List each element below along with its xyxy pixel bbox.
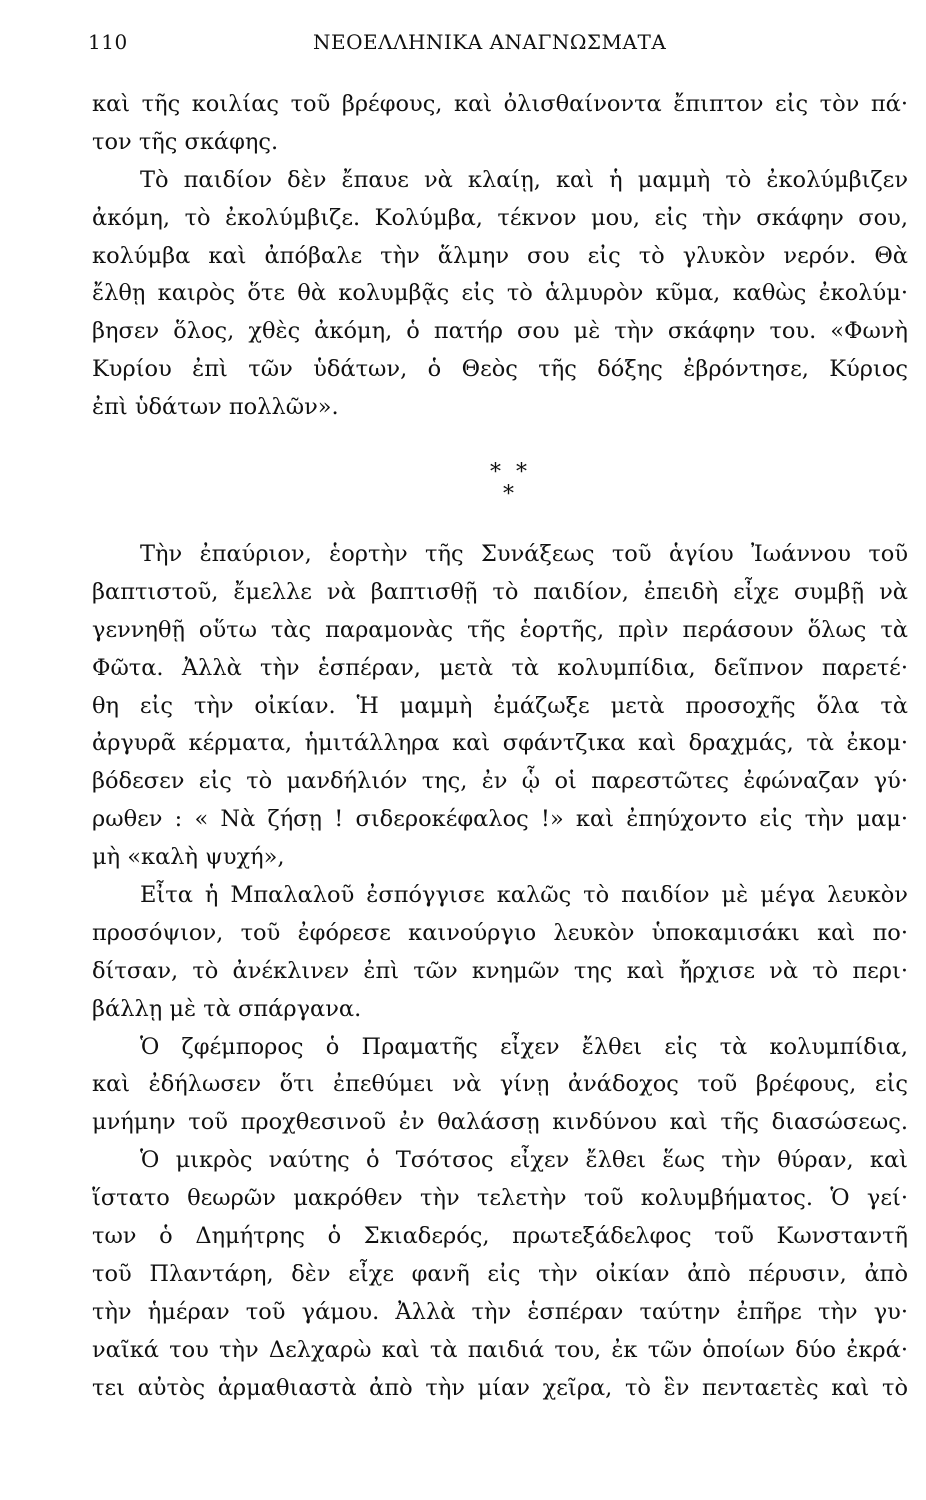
text-line: ἔλθῃ καιρὸς ὅτε θὰ κολυμβᾷς εἰς τὸ ἁλμυρὸν κῦμα, καθὼς ἐκολύμ· <box>92 280 908 307</box>
text-block-first <box>92 86 908 427</box>
text-line: γεννηθῇ οὕτω τὰς παραμονὰς τῆς ἑορτῆς, πρὶν περάσουν ὅλως τὰ <box>92 616 908 643</box>
text-line: ναῖκά του τὴν Δελχαρὼ καὶ τὰ παιδιά του, ἐκ τῶν ὁποίων δύο ἐκρά· <box>92 1336 908 1363</box>
text-block-second <box>92 536 908 1407</box>
text-line: καὶ τῆς κοιλίας τοῦ βρέφους, καὶ ὀλισθαίνοντα ἔπιπτον εἰς τὸν πά· <box>92 91 908 117</box>
text-line: μνήμην τοῦ προχθεσινοῦ ἐν θαλάσσῃ κινδύνου καὶ τῆς διασώσεως. <box>92 1109 908 1136</box>
text-line: δίτσαν, τὸ ἀνέκλινεν ἐπὶ τῶν κνημῶν της καὶ ἤρχισε νὰ τὸ περι· <box>92 957 908 984</box>
asterisk: * <box>503 482 514 507</box>
text-line: ἀκόμη, τὸ ἐκολύμβιζε. Κολύμβα, τέκνον μου, εἰς τὴν σκάφην σου, <box>92 204 908 231</box>
text-line: τὴν ἡμέραν τοῦ γάμου. Ἀλλὰ τὴν ἑσπέραν ταύτην ἐπῆρε τὴν γυ· <box>92 1298 908 1325</box>
section-break-asterism <box>480 462 540 512</box>
text-line: Τὴν ἐπαύριον, ἑορτὴν τῆς Συνάξεως τοῦ ἁγίου Ἰωάννου τοῦ <box>140 541 908 567</box>
running-head <box>88 30 904 60</box>
text-line: ἐπὶ ὑδάτων πολλῶν». <box>92 394 339 421</box>
text-line: βάλλῃ μὲ τὰ σπάργανα. <box>92 995 362 1022</box>
text-line: Κυρίου ἐπὶ τῶν ὑδάτων, ὁ Θεὸς τῆς δόξης ἐβρόντησε, Κύριος <box>92 356 908 383</box>
text-line: ἵστατο θεωρῶν μακρόθεν τὴν τελετὴν τοῦ κολυμβήματος. Ὁ γεί· <box>92 1185 908 1212</box>
text-line: βόδεσεν εἰς τὸ μανδήλιόν της, ἐν ᾧ οἱ παρεστῶτες ἐφώναζαν γύ· <box>92 768 908 795</box>
text-line: τον τῆς σκάφης. <box>92 128 279 155</box>
running-title: ΝΕΟΕΛΛΗΝΙΚΑ ΑΝΑΓΝΩΣΜΑΤΑ <box>313 30 667 54</box>
text-line: Ὁ μικρὸς ναύτης ὁ Τσότσος εἶχεν ἔλθει ἕως τὴν θύραν, καὶ <box>140 1147 908 1174</box>
text-line: των ὁ Δημήτρης ὁ Σκιαδερός, πρωτεξάδελφος τοῦ Κωνσταντῆ <box>92 1223 908 1250</box>
text-line: τει αὐτὸς ἀρμαθιαστὰ ἀπὸ τὴν μίαν χεῖρα, τὸ ἓν πενταετὲς καὶ τὸ <box>92 1374 908 1401</box>
text-line: προσόψιον, τοῦ ἐφόρεσε καινούργιο λευκὸν ὑποκαμισάκι καὶ πο· <box>92 919 908 946</box>
asterisk: * <box>516 460 527 485</box>
text-line: Φῶτα. Ἀλλὰ τὴν ἑσπέραν, μετὰ τὰ κολυμπίδια, δεῖπνον παρετέ· <box>92 654 908 681</box>
text-line: καὶ ἐδήλωσεν ὅτι ἐπεθύμει νὰ γίνῃ ἀνάδοχος τοῦ βρέφους, εἰς <box>92 1071 908 1098</box>
text-line: κολύμβα καὶ ἀπόβαλε τὴν ἅλμην σου εἰς τὸ γλυκὸν νερόν. Θὰ <box>92 242 908 269</box>
page-number: 110 <box>88 30 128 54</box>
text-line: Εἶτα ἡ Μπαλαλοῦ ἐσπόγγισε καλῶς τὸ παιδίον μὲ μέγα λευκὸν <box>140 882 908 909</box>
text-line: Τὸ παιδίον δὲν ἔπαυε νὰ κλαίῃ, καὶ ἡ μαμμὴ τὸ ἐκολύμβιζεν <box>140 166 908 193</box>
text-line: βαπτιστοῦ, ἔμελλε νὰ βαπτισθῇ τὸ παιδίον, ἐπειδὴ εἶχε συμβῇ νὰ <box>92 578 908 605</box>
text-line: ἀργυρᾶ κέρματα, ἡμιτάλληρα καὶ σφάντζικα καὶ δραχμάς, τὰ ἐκομ· <box>92 730 908 757</box>
text-line: βησεν ὅλος, χθὲς ἀκόμη, ὁ πατήρ σου μὲ τὴν σκάφην του. «Φωνὴ <box>92 318 908 345</box>
text-line: τοῦ Πλαντάρη, δὲν εἶχε φανῆ εἰς τὴν οἰκίαν ἀπὸ πέρυσιν, ἀπὸ <box>92 1260 908 1287</box>
text-line: ρωθεν : « Νὰ ζήσῃ ! σιδεροκέφαλος !» καὶ ἐπηύχοντο εἰς τὴν μαμ· <box>92 806 908 833</box>
text-line: θη εἰς τὴν οἰκίαν. Ἡ μαμμὴ ἐμάζωξε μετὰ προσοχῆς ὅλα τὰ <box>92 692 908 719</box>
text-line: μὴ «καλὴ ψυχή», <box>92 844 285 871</box>
asterisk: * <box>490 460 501 485</box>
text-line: Ὁ ζφέμπορος ὁ Πραματῆς εἶχεν ἔλθει εἰς τὰ κολυμπίδια, <box>140 1033 908 1060</box>
